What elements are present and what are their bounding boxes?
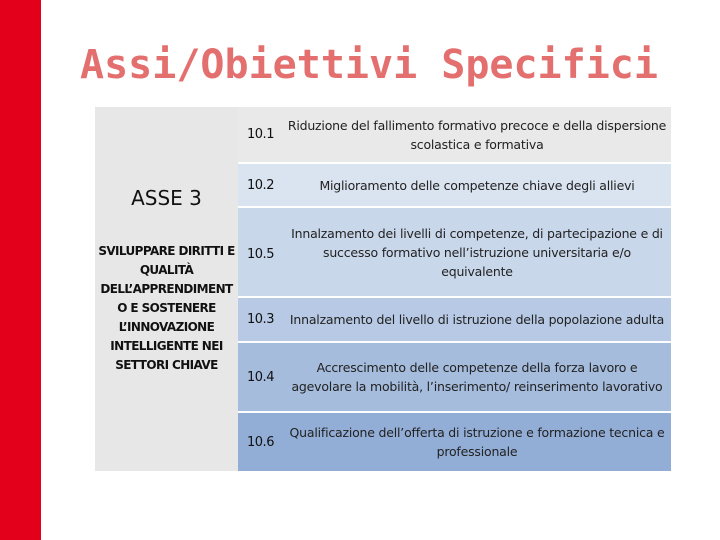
objective-text: Innalzamento dei livelli di competenze, di partecipazione e di successo formativo nell’istruzione universitaria e/o equivalente: [291, 225, 663, 279]
objective-row: [238, 208, 671, 296]
objective-code: 10.5: [247, 247, 274, 262]
objective-row: [238, 343, 671, 411]
objective-text: Qualificazione dell’offerta di istruzione e formazione tecnica e professionale: [289, 425, 665, 459]
accent-side-bar: [0, 0, 41, 540]
objective-row: [238, 164, 671, 206]
slide-title: Assi/Obiettivi Specifici: [80, 42, 658, 88]
objective-row: [238, 298, 671, 341]
objective-text: Innalzamento del livello di istruzione della popolazione adulta: [289, 312, 665, 327]
objective-row: [238, 107, 671, 162]
axis-description: SVILUPPARE DIRITTI E QUALITÀ DELL’APPRENDIMENT O E SOSTENERE L’INNOVAZIONE INTELLIGENTE NEI SETTORI CHIAVE: [98, 244, 235, 372]
axis-label: ASSE 3: [131, 186, 202, 210]
objective-code: 10.3: [247, 312, 274, 327]
objective-code: 10.6: [247, 434, 274, 450]
objective-row: [238, 413, 671, 471]
objective-text: Miglioramento delle competenze chiave degli allievi: [319, 177, 635, 193]
objective-code: 10.1: [247, 127, 274, 142]
objective-code: 10.4: [247, 370, 274, 385]
objective-text: Accrescimento delle competenze della forza lavoro e agevolare la mobilità, l’inserimento/ reinserimento lavorativo: [291, 360, 663, 394]
objective-text: Riduzione del fallimento formativo precoce e della dispersione scolastica e formativa: [287, 117, 667, 152]
objective-code: 10.2: [247, 177, 274, 193]
